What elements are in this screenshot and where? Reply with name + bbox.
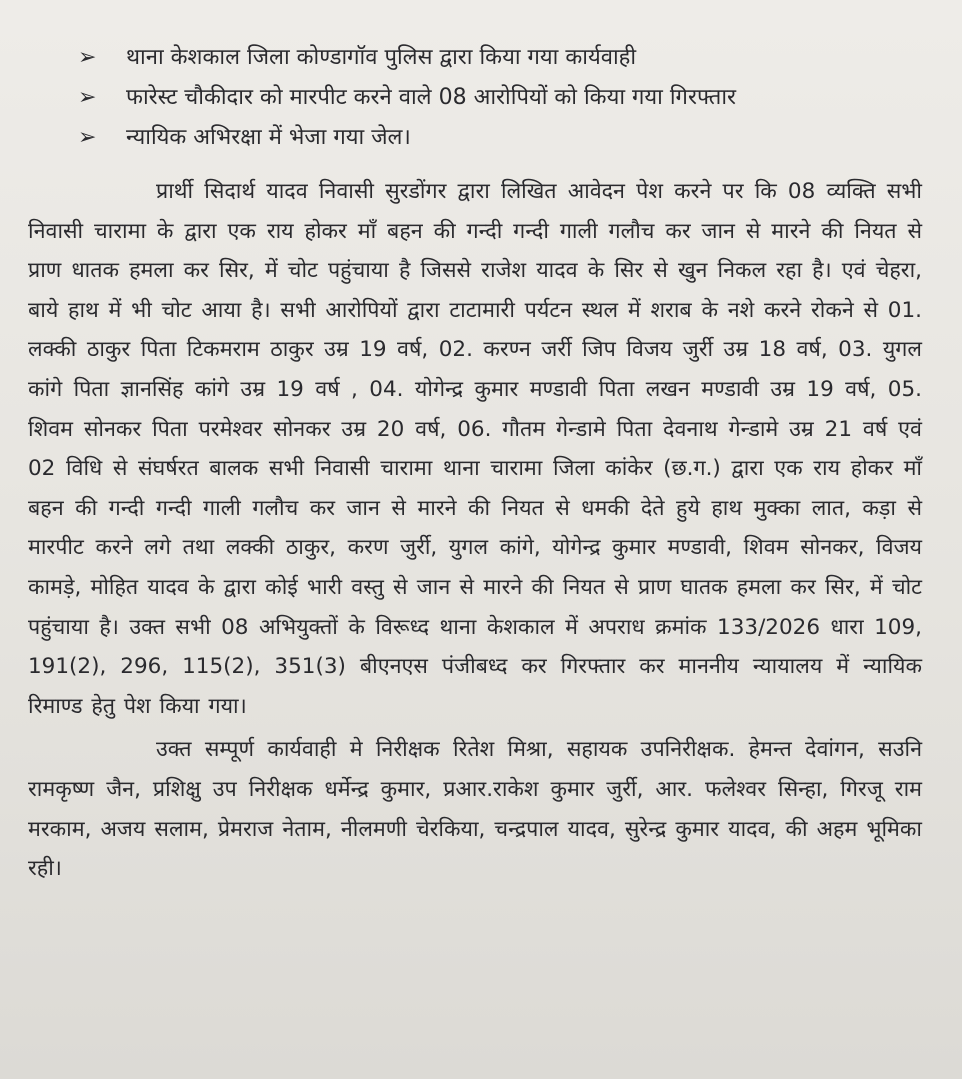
bullet-text: फारेस्ट चौकीदार को मारपीट करने वाले 08 आरोपियों को किया गया गिरफ्तार <box>126 85 737 110</box>
bullet-item <box>28 78 922 118</box>
body-paragraph: प्रार्थी सिदार्थ यादव निवासी सुरडोंगर द्वारा लिखित आवेदन पेश करने पर कि 08 व्यक्ति सभी निवासी चारामा के द्वारा एक राय होकर माँ बहन की गन्दी गन्दी गाली गलौच कर जान से मारने की नियत से प्राण धातक हमला कर सिर, में चोट पहुंचाया है जिससे राजेश यादव के सिर से खुन निकल रहा है। एवं चेहरा, बाये हाथ में भी चोट आया है। सभी आरोपियों द्वारा टाटामारी पर्यटन स्थल में शराब के नशे करने रोकने से 01. लक्की ठाकुर पिता टिकमराम ठाकुर उम्र 19 वर्ष, 02. करण्न जर्री जिप विजय जुर्री उम्र 18 वर्ष, 03. युगल कांगे पिता ज्ञानसिंह कांगे उम्र 19 वर्ष , 04. योगेन्द्र कुमार मण्डावी पिता लखन मण्डावी उम्र 19 वर्ष, 05. शिवम सोनकर पिता परमेश्वर सोनकर उम्र 20 वर्ष, 06. गौतम गेन्डामे पिता देवनाथ गेन्डामे उम्र 21 वर्ष एवं 02 विधि से संघर्षरत बालक सभी निवासी चारामा थाना चारामा जिला कांकेर (छ.ग.) द्वारा एक राय होकर माँ बहन की गन्दी गन्दी गाली गलौच कर जान से मारने की नियत से धमकी देते हुये हाथ मुक्का लात, कड़ा से मारपीट करने लगे तथा लक्की ठाकुर, करण जुर्री, युगल कांगे, योगेन्द्र कुमार मण्डावी, शिवम सोनकर, विजय कामड़े, मोहित यादव के द्वारा कोई भारी वस्तु से जान से मारने की नियत से प्राण घातक हमला कर सिर, में चोट पहुंचाया है। उक्त सभी 08 अभियुक्तों के विरूध्द थाना केशकाल में अपराध क्रमांक 133/2026 धारा 109, 191(2), 296, 115(2), 351(3) बीएनएस पंजीबध्द कर गिरफ्तार कर माननीय न्यायालय में न्यायिक रिमाण्ड हेतु पेश किया गया। <box>28 179 922 719</box>
bullet-text: न्यायिक अभिरक्षा में भेजा गया जेल। <box>126 125 411 150</box>
bullet-list <box>28 38 922 158</box>
arrow-bullet-icon: ➢ <box>78 85 97 110</box>
body-paragraph: उक्त सम्पूर्ण कार्यवाही मे निरीक्षक रितेश मिश्रा, सहायक उपनिरीक्षक. हेमन्त देवांगन, सउनि रामकृष्ण जैन, प्रशिक्षु उप निरीक्षक धर्मेन्द्र कुमार, प्रआर.राकेश कुमार जुर्री, आर. फलेश्वर सिन्हा, गिरजू राम मरकाम, अजय सलाम, प्रेमराज नेताम, नीलमणी चेरकिया, चन्द्रपाल यादव, सुरेन्द्र कुमार यादव, की अहम भूमिका रही। <box>28 737 922 882</box>
arrow-bullet-icon: ➢ <box>78 45 97 70</box>
bullet-text: थाना केशकाल जिला कोण्डागॉव पुलिस द्वारा किया गया कार्यवाही <box>126 45 637 70</box>
arrow-bullet-icon: ➢ <box>78 125 97 150</box>
bullet-item <box>28 118 922 158</box>
bullet-item <box>28 38 922 78</box>
